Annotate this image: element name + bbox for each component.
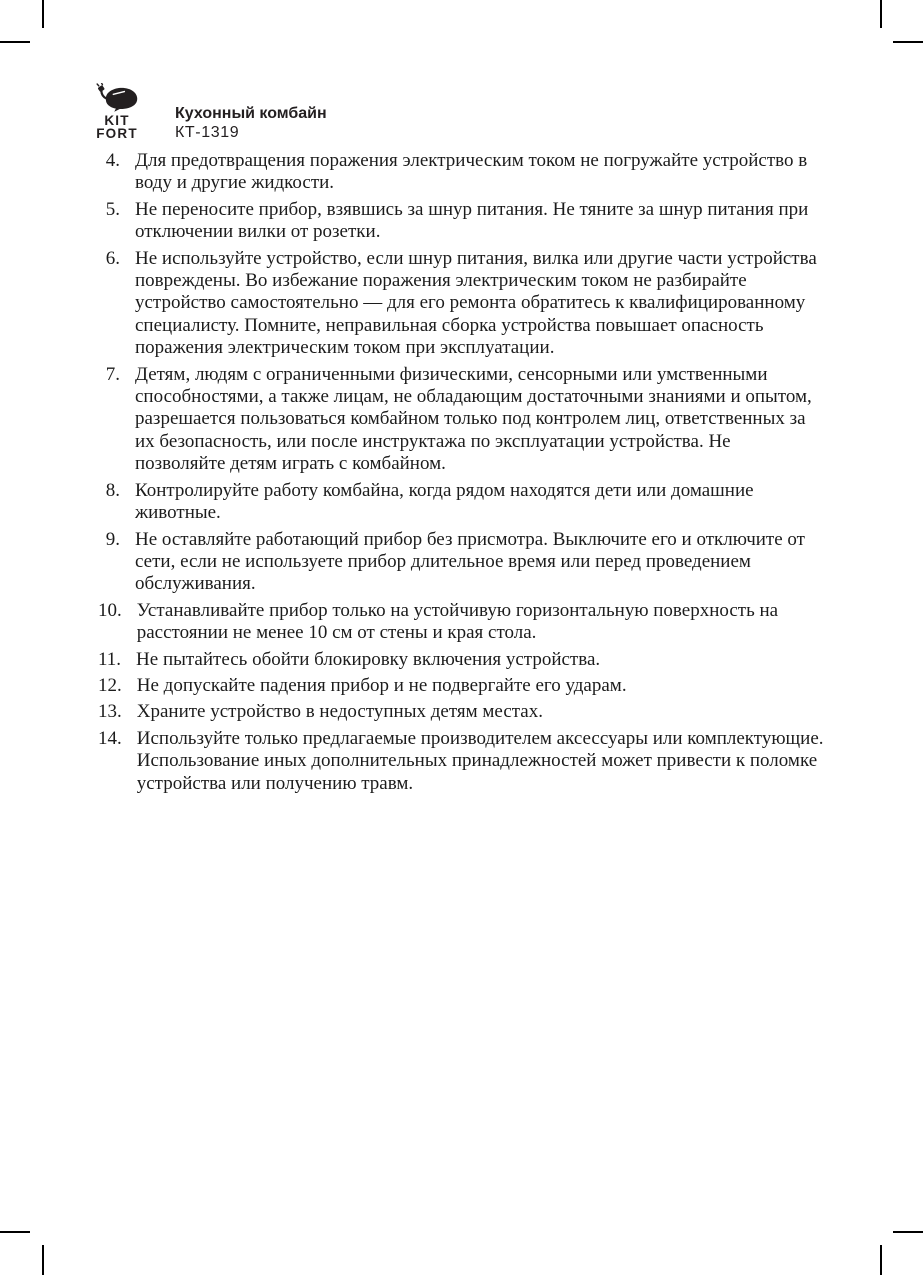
list-item-text: Устанавливайте прибор только на устойчивую горизонтальную поверхность на расстоянии не менее 10 см от стены и края стола.	[136, 599, 779, 644]
list-item	[98, 649, 824, 671]
list-item-number: 13.	[98, 701, 122, 723]
whale-with-plug-icon	[94, 83, 140, 113]
list-item-number: 10.	[98, 599, 122, 621]
list-item-text: Используйте только предлагаемые производителем аксессуары или комплектующие. Использование иных дополнительных принадлежностей может привести к поломке устройства или получению травм.	[136, 727, 824, 794]
list-item-text: Не пытайтесь обойти блокировку включения устройства.	[136, 648, 601, 670]
list-item-number: 6.	[105, 247, 120, 269]
crop-mark-top-right-vertical	[880, 0, 882, 28]
list-item-number: 9.	[105, 528, 120, 550]
list-item	[98, 248, 824, 360]
crop-mark-bottom-left-vertical	[42, 1245, 44, 1275]
list-item-text: Детям, людям с ограниченными физическими, сенсорными или умственными способностями, а также лицам, не обладающим достаточными знаниями и опытом, разрешается пользоваться комбайном только под контролем лиц, ответственных за их безопасность, или после инструктажа по эксплуатации устройства. Не позволяйте детям играть с комбайном.	[135, 363, 812, 475]
list-item-text: Не используйте устройство, если шнур питания, вилка или другие части устройства повреждены. Во избежание поражения электрическим током не разбирайте устройство самостоятельно — для его ремонта обратитесь к квалифицированному специалисту. Помните, неправильная сборка устройства повышает опасность поражения электрическим током при эксплуатации.	[135, 247, 817, 359]
list-item	[98, 150, 824, 195]
list-item-number: 5.	[105, 198, 120, 220]
crop-mark-bottom-right-vertical	[880, 1245, 882, 1275]
list-item-text: Для предотвращения поражения электрическим током не погружайте устройство в воду и другие жидкости.	[135, 150, 808, 194]
list-item	[98, 199, 824, 244]
list-item	[98, 529, 824, 596]
logo-word-kit: KIT	[104, 113, 130, 128]
list-item	[98, 701, 824, 723]
page-header	[175, 104, 327, 142]
kitfort-logo	[88, 83, 146, 140]
list-item-text: Не оставляйте работающий прибор без присмотра. Выключите его и отключите от сети, если не используете прибор длительное время или перед проведением обслуживания.	[135, 528, 805, 595]
list-item-text: Храните устройство в недоступных детям местах.	[136, 701, 543, 723]
list-item-number: 4.	[105, 150, 120, 171]
list-item-number: 11.	[98, 648, 122, 670]
list-item-number: 8.	[105, 479, 120, 501]
crop-mark-top-left-horizontal	[0, 41, 30, 43]
safety-instructions-list	[98, 150, 824, 799]
list-item-text: Контролируйте работу комбайна, когда рядом находятся дети или домашние животные.	[135, 479, 754, 524]
product-model: КТ-1319	[175, 124, 240, 141]
crop-mark-top-right-horizontal	[893, 41, 923, 43]
crop-mark-bottom-right-horizontal	[893, 1231, 923, 1233]
list-item-number: 14.	[98, 727, 122, 749]
crop-mark-bottom-left-horizontal	[0, 1231, 30, 1233]
crop-mark-top-left-vertical	[42, 0, 44, 28]
list-item-number: 12.	[98, 674, 122, 696]
list-item-text: Не переносите прибор, взявшись за шнур питания. Не тяните за шнур питания при отключении вилки от розетки.	[135, 198, 809, 243]
list-item	[98, 364, 824, 476]
list-item-number: 7.	[105, 363, 120, 385]
list-item	[98, 675, 824, 697]
list-item	[98, 600, 824, 645]
list-item	[98, 728, 824, 795]
product-name: Кухонный комбайн	[175, 105, 327, 122]
list-item-text: Не допускайте падения прибор и не подвергайте его ударам.	[136, 674, 627, 696]
logo-word-fort: FORT	[96, 126, 138, 141]
list-item	[98, 480, 824, 525]
